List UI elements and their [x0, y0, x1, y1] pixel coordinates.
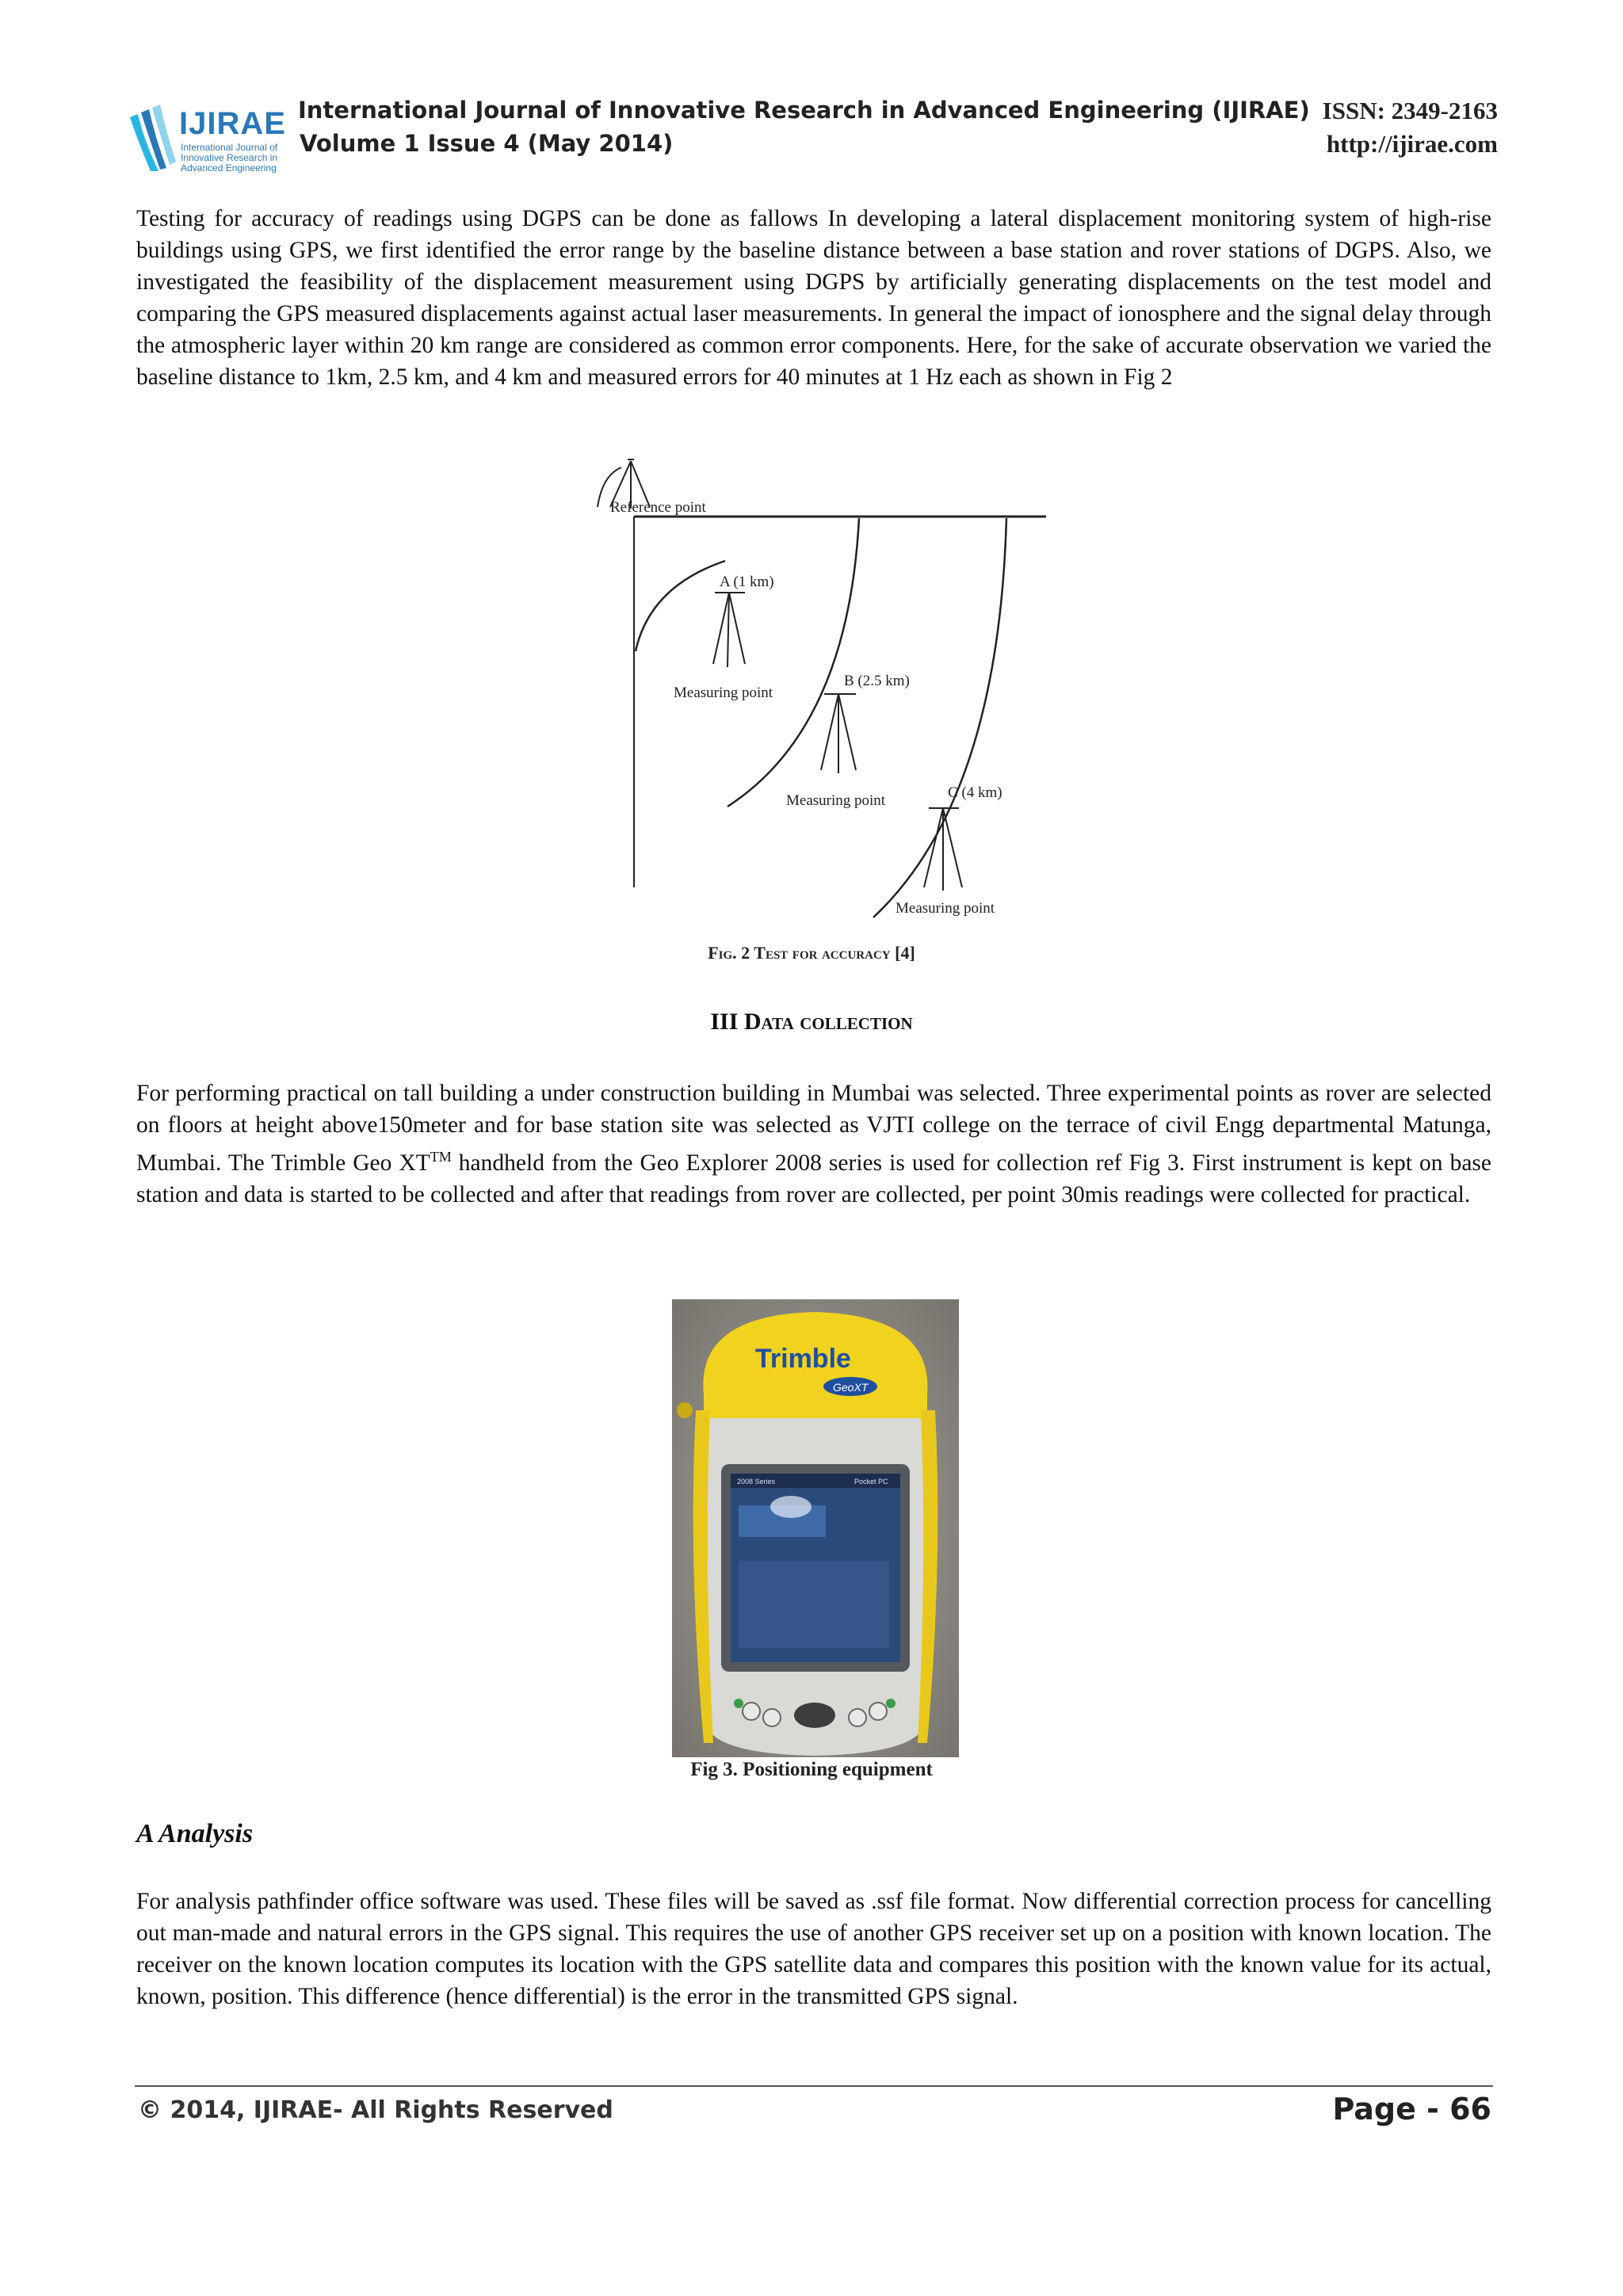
logo-icon	[127, 101, 179, 174]
section-3-heading: III Data collection	[710, 1009, 913, 1035]
gps-device-image	[672, 1299, 959, 1757]
measuring-label-a: Measuring point	[674, 685, 773, 701]
screen-right-label: Pocket PC	[854, 1478, 888, 1486]
logo-title: IJIRAE	[179, 106, 286, 141]
logo-subtitle: International Journal of Innovative Research in Advanced Engineering	[181, 142, 278, 174]
intro-paragraph: Testing for accuracy of readings using DGPS can be done as fallows In developing a lateral displacement monitoring system of high-rise buildings using GPS, we first identified the error range by the baseline distance between a base station and rover stations of DGPS. Also, we investigated the feasibility of the displacement measurement using DGPS by artificially generating displacements on the test model and comparing the GPS measured displacements against actual laser measurements. In general the impact of ionosphere and the signal delay through the atmospheric layer within 20 km range are considered as common error components. Here, for the sake of accurate observation we varied the baseline distance to 1km, 2.5 km, and 4 km and measured errors for 40 minutes at 1 Hz each as shown in Fig 2	[136, 206, 1491, 390]
data-collection-text-b: handheld from the Geo Explorer 2008 series is used for collection ref Fig 3. First instrument is kept on base station and data is started to be collected and after that readings from rover are collected, per point 30mis readings were collected for practical.	[136, 1150, 1491, 1207]
tripod-a-icon	[713, 593, 745, 667]
tripod-b-icon	[821, 694, 856, 773]
journal-name: International Journal of Innovative Research in Advanced Engineering (IJIRAE)	[298, 97, 1310, 124]
figure-2-diagram	[586, 444, 1062, 919]
device-brand: Trimble	[755, 1344, 851, 1374]
figure-2-caption-text: Fig. 2 Test for accuracy [4]	[708, 943, 915, 963]
figure-3-photo	[672, 1299, 959, 1757]
device-model: GeoXT	[833, 1381, 869, 1394]
measuring-label-b: Measuring point	[786, 792, 886, 809]
tripod-c-icon	[924, 808, 962, 891]
footer-divider	[135, 2085, 1493, 2087]
footer-copyright: © 2014, IJIRAE- All Rights Reserved	[138, 2096, 613, 2124]
trademark-superscript: TM	[430, 1149, 452, 1165]
journal-logo	[127, 101, 293, 181]
data-collection-text-a: For performing practical on tall building a under construction building in Mumbai was selected. Three experimental points as rover are selected on floors at height above150meter and for base station site was selected as VJTI college on the terrace of civil Engg departmental Matunga, Mumbai. The Trimble Geo XT	[136, 1081, 1491, 1176]
point-b-label: B (2.5 km)	[844, 673, 910, 689]
arc-a	[636, 561, 725, 651]
page-header	[127, 93, 1498, 181]
screen-left-label: 2008 Series	[737, 1478, 776, 1486]
point-c-label: C (4 km)	[948, 784, 1002, 801]
figure-2-caption	[0, 943, 1623, 963]
data-collection-paragraph	[136, 1077, 1491, 1211]
figure-3-caption: Fig 3. Positioning equipment	[690, 1759, 933, 1780]
journal-issn: ISSN: 2349-2163	[1322, 97, 1498, 124]
journal-url[interactable]: http://ijirae.com	[1326, 130, 1498, 158]
reference-point-label: Reference point	[610, 499, 706, 516]
measuring-label-c: Measuring point	[896, 900, 995, 917]
point-a-label: A (1 km)	[720, 574, 774, 590]
analysis-paragraph: For analysis pathfinder office software was used. These files will be saved as .ssf file format. Now differential correction process for cancelling out man-made and natural errors in the GPS signal. This requires the use of another GPS receiver set up on a position with known location. The receiver on the known location computes its location with the GPS satellite data and compares this position with the known value for its actual, known, position. This difference (hence differential) is the error in the transmitted GPS signal.	[136, 1889, 1491, 2009]
arc-b	[727, 518, 859, 807]
analysis-heading: A Analysis	[136, 1819, 254, 1848]
footer-page-number: Page - 66	[1332, 2092, 1491, 2126]
arc-c	[873, 518, 1006, 917]
journal-volume: Volume 1 Issue 4 (May 2014)	[300, 130, 674, 157]
